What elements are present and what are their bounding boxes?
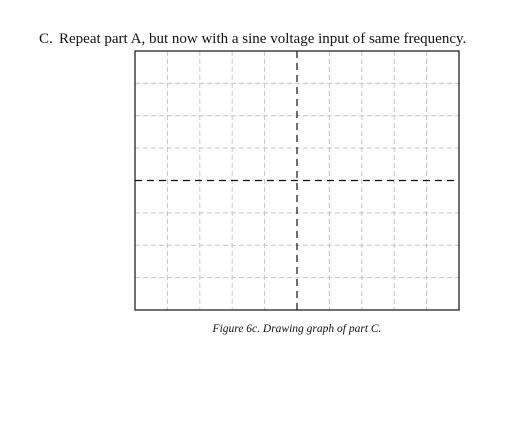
question-marker: C. [39,31,53,47]
question-text [39,30,466,48]
drawing-graph[interactable] [134,50,460,311]
question-body: Repeat part A, but now with a sine voltage input of same frequency. [59,31,467,47]
graph-grid[interactable] [134,50,460,311]
figure-caption: Figure 6c. Drawing graph of part C. [212,323,382,335]
